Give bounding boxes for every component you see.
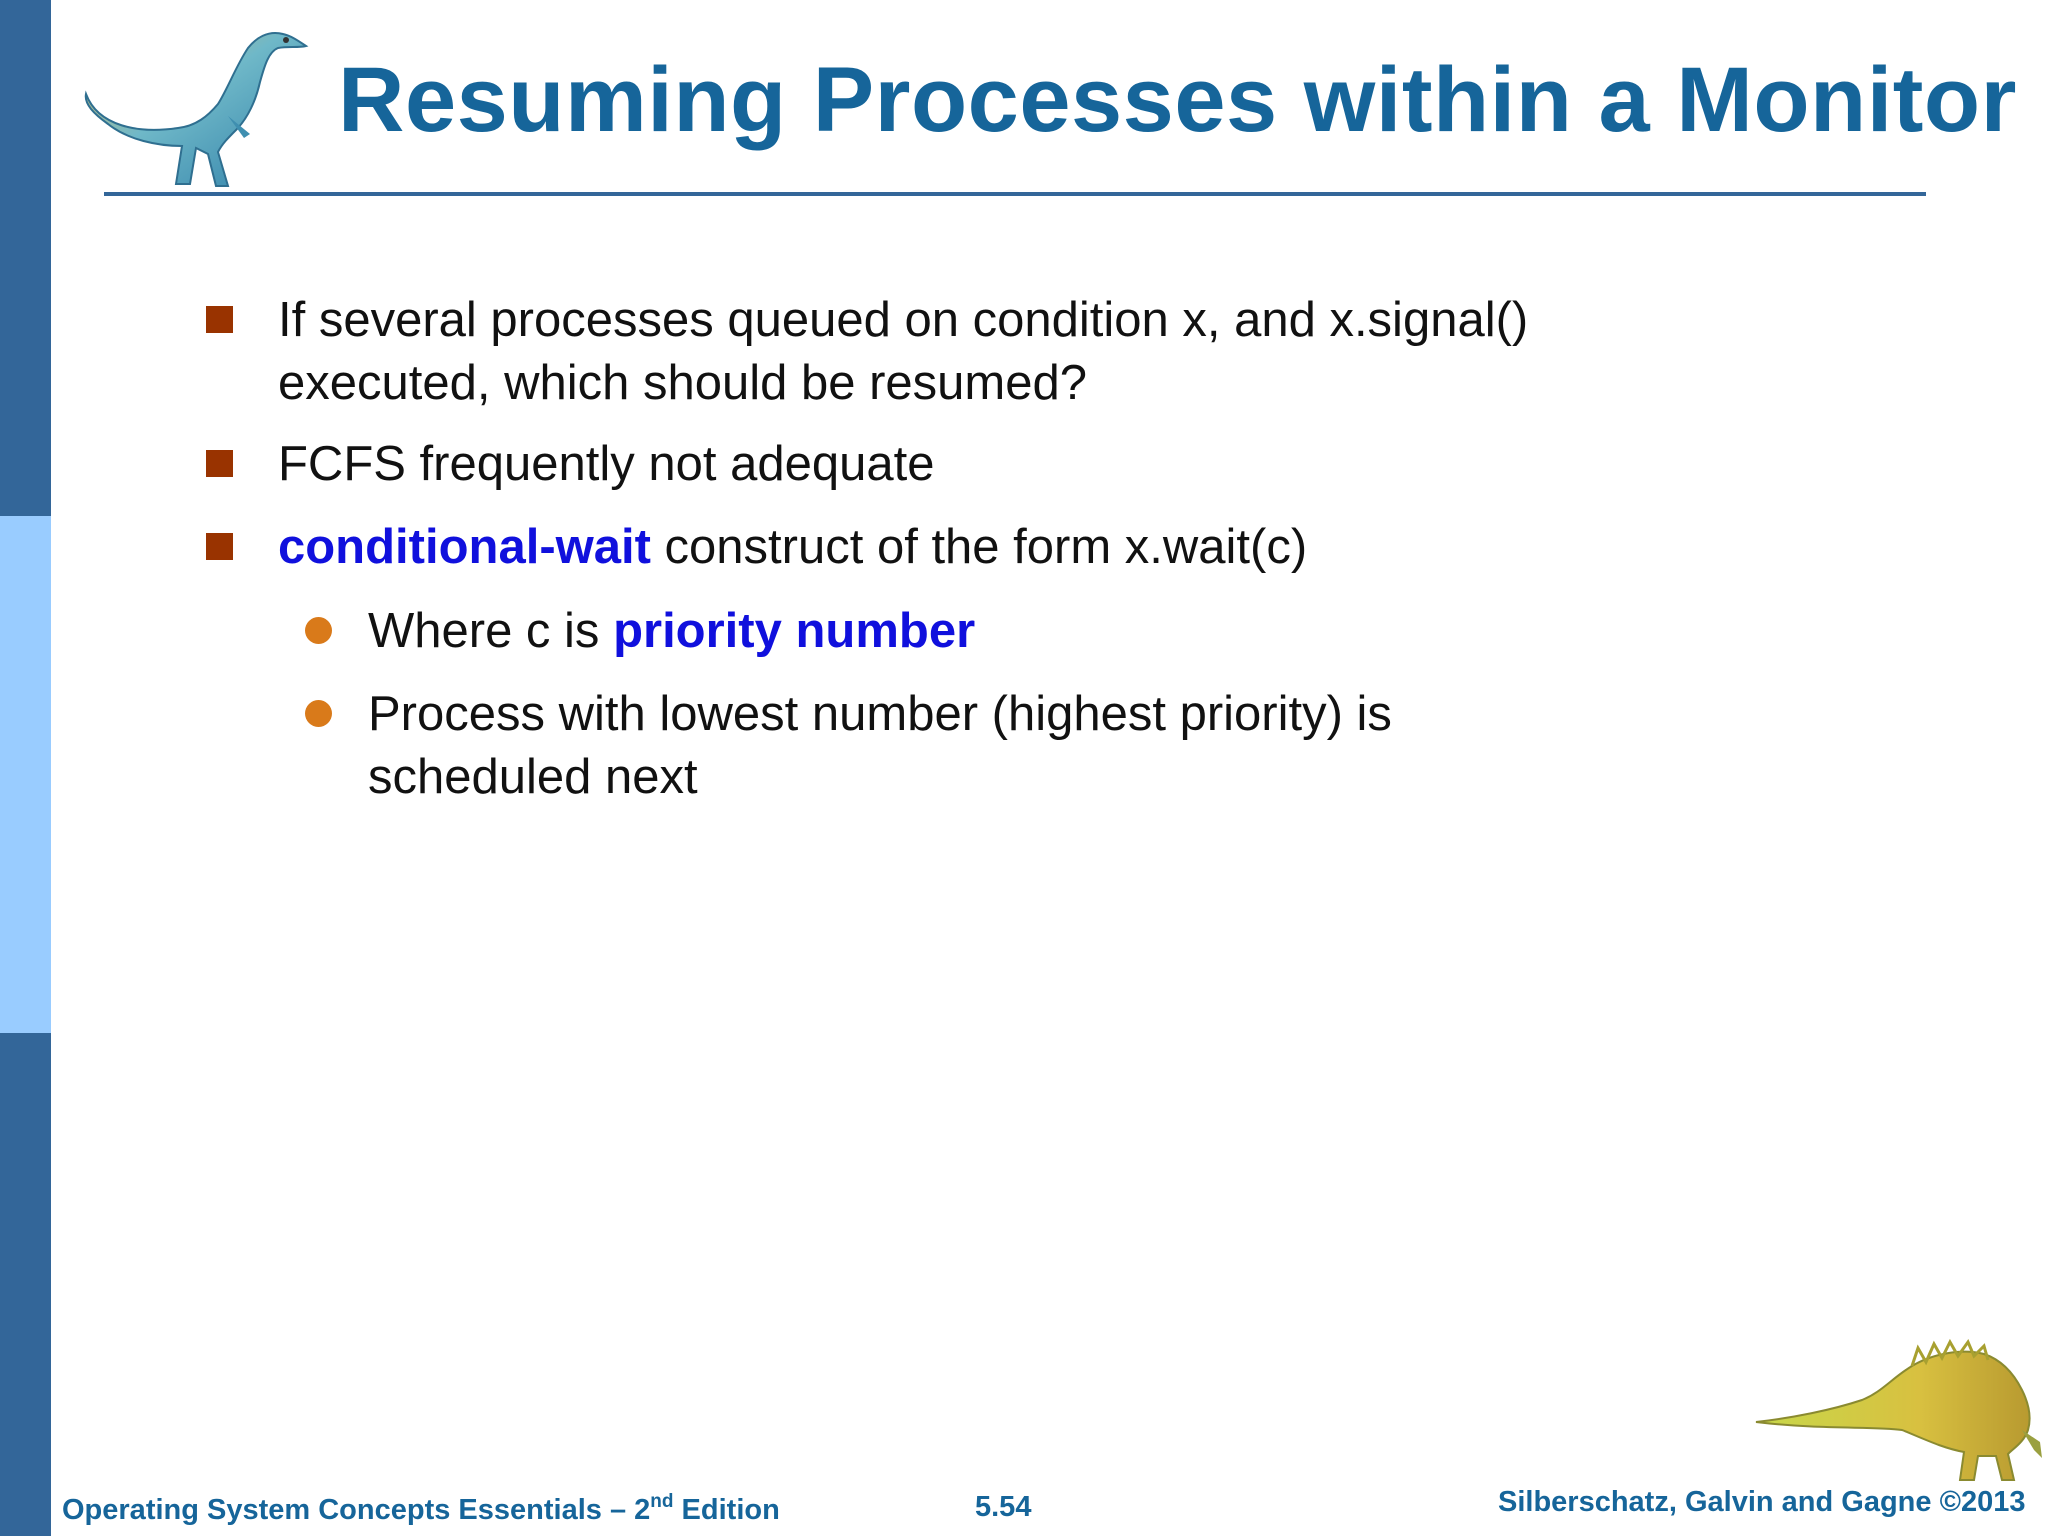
slide-title: Resuming Processes within a Monitor	[338, 49, 2017, 151]
footer-page-number: 5.54	[975, 1491, 1032, 1523]
bullet-3-rest: construct of the form x.wait(c)	[650, 520, 1308, 574]
bullet-3	[278, 516, 1307, 579]
bullet-1-line-1: If several processes queued on condition x, and x.signal()	[278, 293, 1529, 347]
sidebar-band-bottom	[0, 1033, 51, 1536]
sub-bullet-1	[368, 600, 975, 663]
dinosaur-logo-icon	[78, 16, 313, 191]
sidebar-band-middle	[0, 516, 51, 1033]
footer-book-title-suffix: Edition	[673, 1494, 780, 1526]
sub-bullet-2	[368, 683, 1392, 809]
bullet-1	[278, 289, 1528, 415]
square-bullet-icon	[206, 533, 233, 560]
bullet-2: FCFS frequently not adequate	[278, 437, 935, 491]
keyword-priority-number: priority number	[613, 604, 976, 658]
square-bullet-icon	[206, 306, 233, 333]
footer-book-title	[62, 1491, 780, 1527]
footer-book-title-prefix: Operating System Concepts Essentials – 2	[62, 1494, 651, 1526]
round-bullet-icon	[305, 700, 332, 727]
round-bullet-icon	[305, 617, 332, 644]
keyword-conditional-wait: conditional-wait	[278, 520, 651, 574]
square-bullet-icon	[206, 450, 233, 477]
dinosaur-logo-icon	[1752, 1330, 2048, 1490]
title-divider	[104, 192, 1926, 196]
sidebar-band-top	[0, 0, 51, 516]
sub-bullet-1-prefix: Where c is	[368, 604, 614, 658]
footer-copyright: Silberschatz, Galvin and Gagne ©2013	[1498, 1486, 2026, 1518]
footer-book-title-sup: nd	[650, 1491, 674, 1512]
sub-bullet-2-line-2: scheduled next	[368, 750, 698, 804]
sub-bullet-2-line-1: Process with lowest number (highest priority) is	[368, 687, 1392, 741]
bullet-1-line-2: executed, which should be resumed?	[278, 356, 1088, 410]
